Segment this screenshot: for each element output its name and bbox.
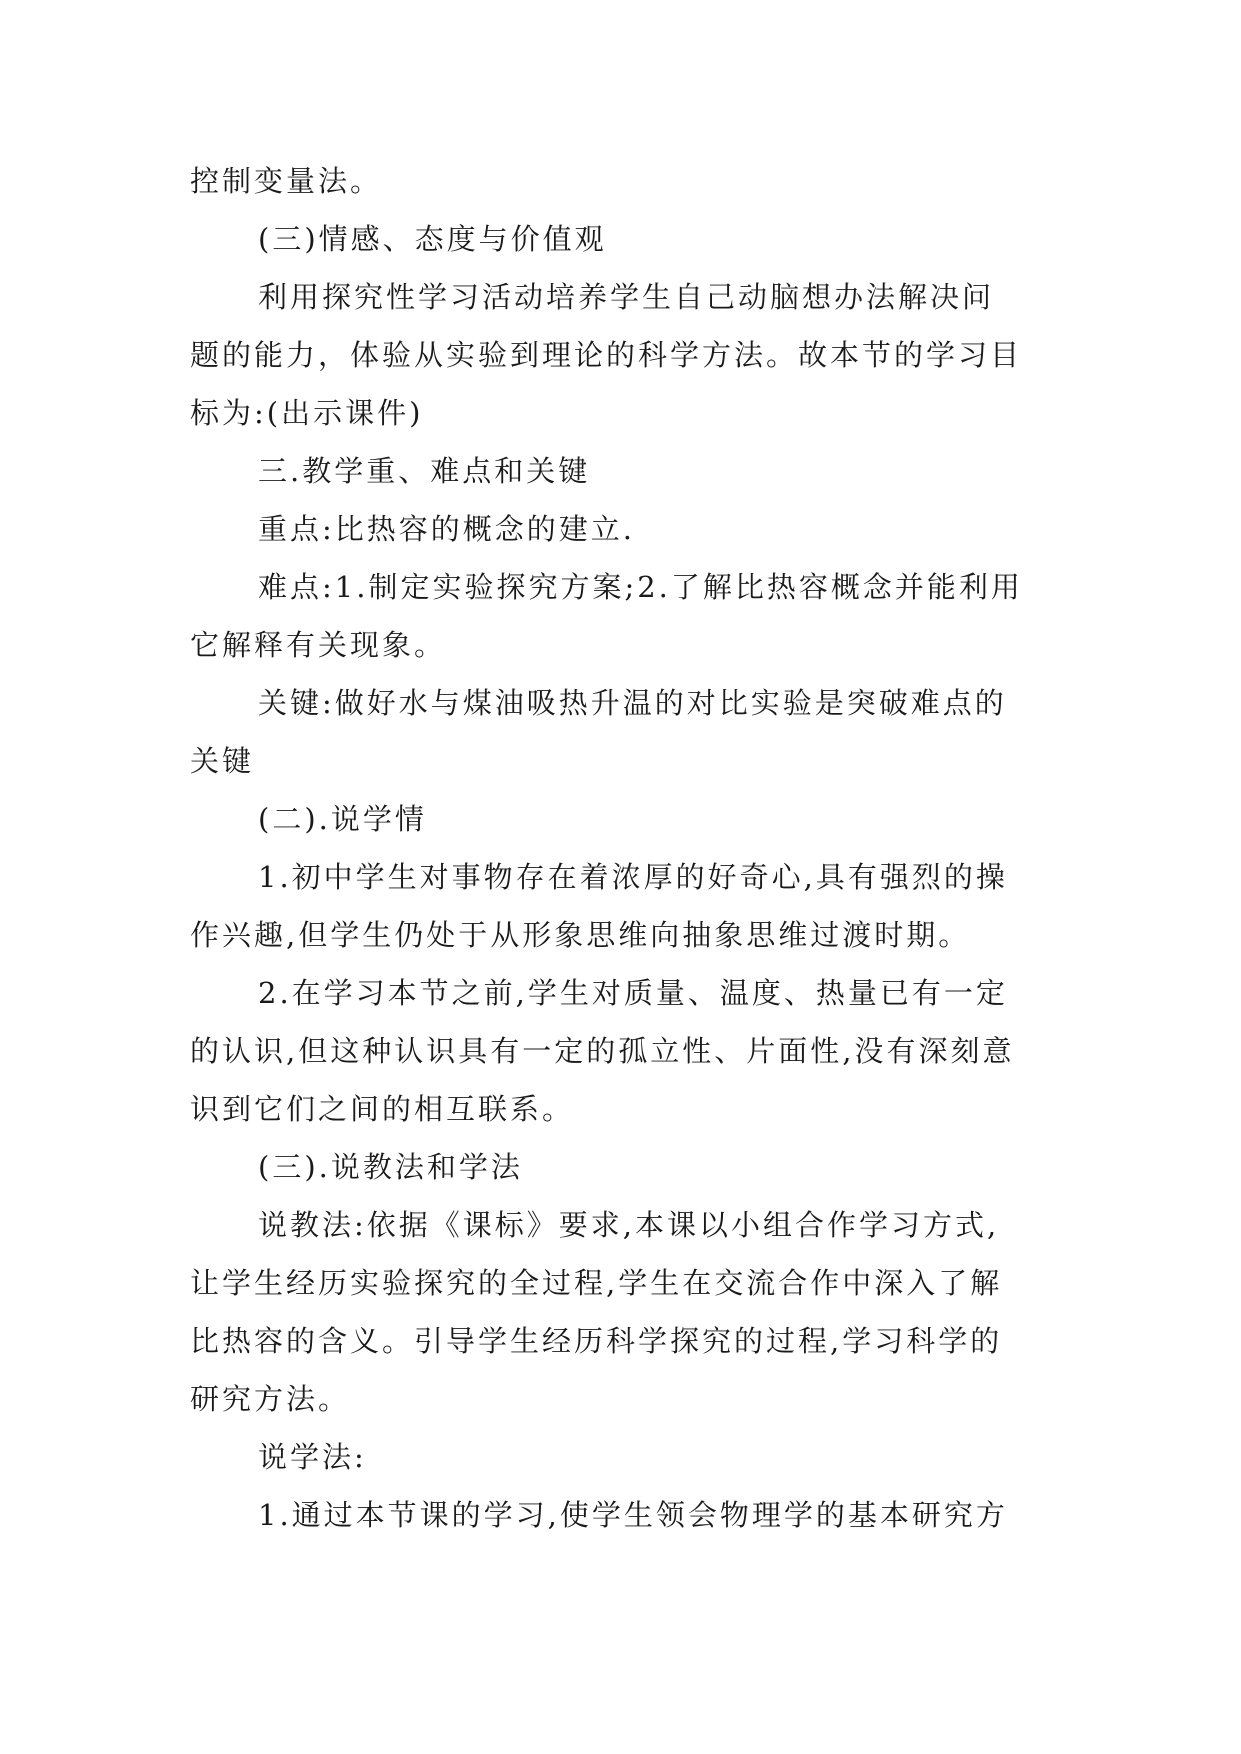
text-line: 关键:做好水与煤油吸热升温的对比实验是突破难点的	[258, 686, 1007, 720]
text-line: 标为:(出示课件)	[190, 396, 424, 430]
text-line: 2.在学习本节之前,学生对质量、温度、热量已有一定	[258, 976, 1008, 1010]
section-heading: (三)情感、态度与价值观	[258, 222, 607, 256]
text-line: 控制变量法。	[190, 164, 383, 198]
text-line: 作兴趣,但学生仍处于从形象思维向抽象思维过渡时期。	[190, 918, 971, 952]
text-line: 比热容的含义。引导学生经历科学探究的过程,学习科学的	[190, 1324, 1003, 1358]
text-line: 重点:比热容的概念的建立.	[258, 512, 635, 546]
section-heading: (二).说学情	[258, 802, 427, 836]
text-line: 说学法:	[258, 1440, 367, 1474]
text-line: 难点:1.制定实验探究方案;2.了解比热容概念并能利用	[258, 570, 1023, 604]
text-line: 说教法:依据《课标》要求,本课以小组合作学习方式,	[258, 1208, 1000, 1242]
text-line: 识到它们之间的相互联系。	[190, 1092, 575, 1126]
text-line: 的认识,但这种认识具有一定的孤立性、片面性,没有深刻意	[190, 1034, 1015, 1068]
text-line: 它解释有关现象。	[190, 628, 447, 662]
text-line: 题的能力，体验从实验到理论的科学方法。故本节的学习目	[190, 338, 1023, 372]
text-line: 让学生经历实验探究的全过程,学生在交流合作中深入了解	[190, 1266, 1003, 1300]
text-line: 关键	[190, 744, 255, 778]
document-page	[190, 152, 1050, 1544]
section-heading: (三).说教法和学法	[258, 1150, 523, 1184]
section-heading: 三.教学重、难点和关键	[258, 454, 591, 488]
text-line: 1.初中学生对事物存在着浓厚的好奇心,具有强烈的操	[258, 860, 1008, 894]
text-line: 利用探究性学习活动培养学生自己动脑想办法解决问	[258, 280, 995, 314]
text-line: 1.通过本节课的学习,使学生领会物理学的基本研究方	[258, 1498, 1008, 1532]
text-line: 研究方法。	[190, 1382, 351, 1416]
